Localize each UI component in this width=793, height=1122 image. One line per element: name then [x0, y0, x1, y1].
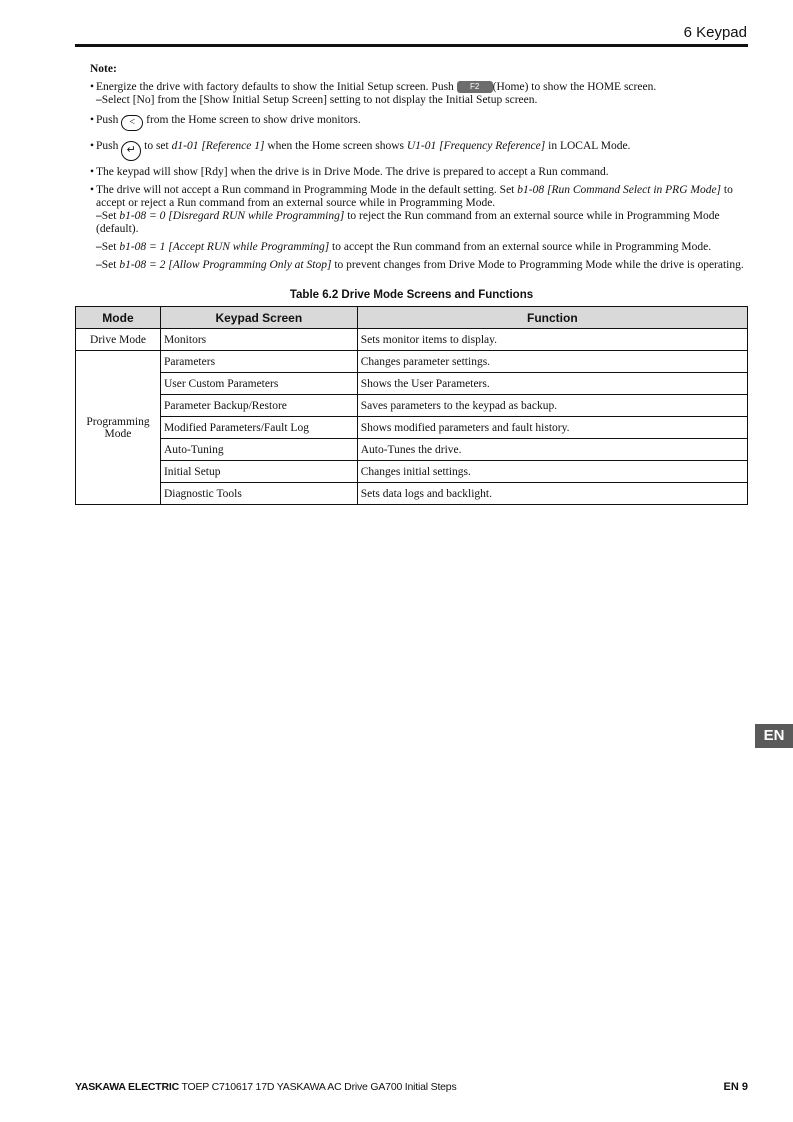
param-b1-08-1: b1-08 = 1 [Accept RUN while Programming]	[119, 241, 330, 253]
keypad-screen-cell: Auto-Tuning	[160, 439, 357, 461]
table-row	[76, 461, 748, 483]
note-item-push-enter	[90, 140, 750, 161]
note-label: Note:	[90, 63, 117, 75]
mode-cell-programming: Programming Mode	[76, 351, 161, 505]
header-rule	[75, 44, 748, 47]
footer-doc: TOEP C710617 17D YASKAWA AC Drive GA700 Initial Steps	[178, 1081, 457, 1093]
function-cell: Shows the User Parameters.	[357, 373, 747, 395]
note-text: when the Home screen shows	[264, 140, 407, 152]
function-cell: Shows modified parameters and fault history.	[357, 417, 747, 439]
function-cell: Saves parameters to the keypad as backup.	[357, 395, 747, 417]
note-text: Set	[101, 259, 120, 271]
keypad-screen-cell: Monitors	[160, 329, 357, 351]
left-arrow-key-icon: <	[121, 115, 143, 131]
param-b1-08: b1-08 [Run Command Select in PRG Mode]	[517, 184, 722, 196]
table-row	[76, 395, 748, 417]
note-item-rdy	[90, 166, 750, 179]
keypad-screen-cell: Parameter Backup/Restore	[160, 395, 357, 417]
table-row	[76, 351, 748, 373]
note-text: Set	[101, 210, 120, 222]
note-text: in LOCAL Mode.	[545, 140, 631, 152]
keypad-screen-cell: User Custom Parameters	[160, 373, 357, 395]
dash-mark: –	[96, 210, 102, 222]
f2-key-icon: F2	[457, 81, 493, 93]
table-row	[76, 329, 748, 351]
note-item-energize	[90, 81, 750, 107]
note-text: from the Home screen to show drive monitors.	[143, 114, 361, 126]
note-subitem-b1-08-1	[96, 241, 750, 254]
table-row	[76, 483, 748, 505]
note-text: Set	[101, 241, 120, 253]
column-header-mode: Mode	[76, 307, 161, 329]
notes-section	[90, 63, 750, 272]
page-header-title: 6 Keypad	[683, 24, 747, 41]
table-row	[76, 373, 748, 395]
column-header-function: Function	[357, 307, 747, 329]
dash-mark: –	[96, 241, 102, 253]
table-row	[76, 439, 748, 461]
table-header-row	[76, 307, 748, 329]
keypad-screen-cell: Initial Setup	[160, 461, 357, 483]
function-cell: Sets data logs and backlight.	[357, 483, 747, 505]
function-cell: Changes parameter settings.	[357, 351, 747, 373]
function-cell: Changes initial settings.	[357, 461, 747, 483]
note-text: to reject the Run command from an external source while in Programming Mode (default).	[96, 210, 720, 235]
function-cell: Auto-Tunes the drive.	[357, 439, 747, 461]
keypad-screen-cell: Modified Parameters/Fault Log	[160, 417, 357, 439]
note-subitem-b1-08-0	[96, 210, 750, 236]
note-subitem-show-initial-setup	[96, 94, 750, 107]
note-subitem-b1-08-2	[96, 259, 750, 272]
note-text: The keypad will show [Rdy] when the drive is in Drive Mode. The drive is prepared to accept a Run command.	[96, 166, 609, 178]
note-text: Select [No] from the [Show Initial Setup Screen] setting to not display the Initial Setup screen.	[101, 94, 538, 106]
footer-page-number: EN 9	[723, 1081, 748, 1093]
language-tab: EN	[755, 724, 793, 748]
note-text: to accept the Run command from an external source while in Programming Mode.	[329, 241, 712, 253]
note-item-push-back	[90, 114, 750, 131]
note-text: to accept or reject a Run command from an external source while in Programming Mode.	[96, 184, 733, 209]
dash-mark: –	[96, 94, 102, 106]
param-b1-08-0: b1-08 = 0 [Disregard RUN while Programming]	[119, 210, 345, 222]
function-cell: Sets monitor items to display.	[357, 329, 747, 351]
note-text: The drive will not accept a Run command in Programming Mode in the default setting. Set	[96, 184, 518, 196]
footer-document-info	[75, 1081, 457, 1093]
drive-mode-table	[75, 306, 748, 505]
note-text: Push	[96, 114, 122, 126]
enter-key-icon: ↵	[121, 141, 141, 161]
keypad-screen-cell: Parameters	[160, 351, 357, 373]
param-d1-01: d1-01 [Reference 1]	[171, 140, 265, 152]
note-text: Push	[96, 140, 122, 152]
note-text: Energize the drive with factory defaults to show the Initial Setup screen. Push	[96, 81, 457, 93]
param-u1-01: U1-01 [Frequency Reference]	[406, 140, 546, 152]
note-text: (Home) to show the HOME screen.	[492, 81, 657, 93]
note-text: to set	[141, 140, 172, 152]
dash-mark: –	[96, 259, 102, 271]
note-item-run-command	[90, 184, 750, 272]
keypad-screen-cell: Diagnostic Tools	[160, 483, 357, 505]
table-caption: Table 6.2 Drive Mode Screens and Functions	[289, 289, 534, 301]
mode-cell-drive: Drive Mode	[76, 329, 161, 351]
note-text: to prevent changes from Drive Mode to Programming Mode while the drive is operating.	[331, 259, 744, 271]
param-b1-08-2: b1-08 = 2 [Allow Programming Only at Stop]	[119, 259, 332, 271]
column-header-keypad-screen: Keypad Screen	[160, 307, 357, 329]
footer-company: YASKAWA ELECTRIC	[75, 1081, 179, 1093]
table-row	[76, 417, 748, 439]
